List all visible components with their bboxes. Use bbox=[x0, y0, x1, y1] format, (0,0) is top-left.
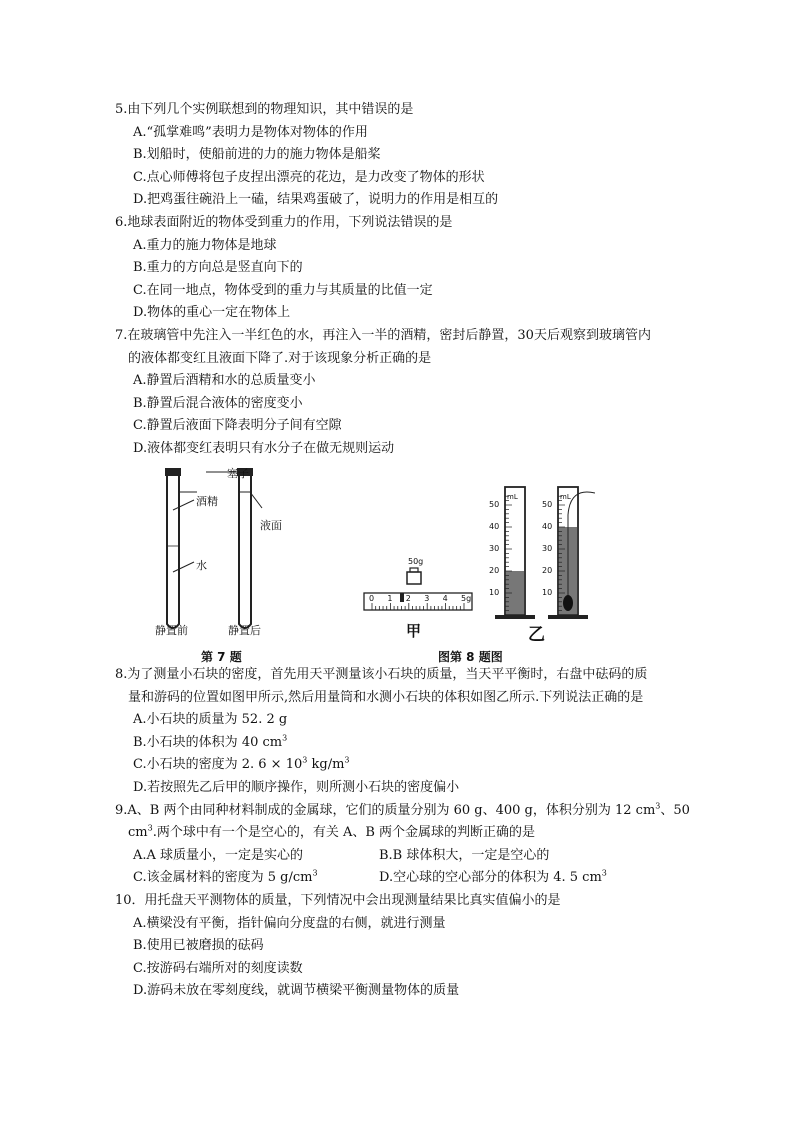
q6-stem: 6.地球表面附近的物体受到重力的作用，下列说法错误的是 bbox=[115, 215, 453, 230]
figure-7-tubes bbox=[150, 462, 290, 642]
q5-option-a: A.“孤掌难鸣”表明力是物体对物体的作用 bbox=[133, 125, 368, 140]
q9-option-b: B.B 球体积大，一定是空心的 bbox=[379, 848, 550, 863]
cylinder-tick-label: 10 bbox=[489, 588, 500, 597]
ruler-tick-label: 5g bbox=[461, 594, 472, 603]
q9-stem-line1: 9.A、B 两个由同种材料制成的金属球，它们的质量分别为 60 g、400 g，体积分别为 12 $cm^3$、50 bbox=[115, 801, 690, 818]
q8-stem-line2: 量和游码的位置如图甲所示,然后用量筒和水测小石块的体积如图乙所示.下列说法正确的是 bbox=[128, 690, 644, 705]
q7-stem-line1: 7.在玻璃管中先注入一半红色的水，再注入一半的酒精，密封后静置，30天后观察到玻璃管内 bbox=[115, 328, 651, 343]
figure-7-caption: 第 7 题 bbox=[201, 650, 242, 664]
ruler-ticks bbox=[372, 603, 464, 610]
cylinder-tick-label: 40 bbox=[489, 522, 500, 531]
q10-option-d: D.游码未放在零刻度线，就调节横梁平衡测量物体的质量 bbox=[133, 983, 460, 998]
weight-label: 50g bbox=[408, 557, 424, 566]
q8-option-d: D.若按照先乙后甲的顺序操作，则所测小石块的密度偏小 bbox=[133, 780, 460, 795]
leader-water bbox=[173, 562, 194, 572]
cylinder-tick-label: 10 bbox=[542, 588, 553, 597]
cylinder-tick-label: 20 bbox=[489, 566, 500, 575]
ruler-tick-label: 0 bbox=[369, 594, 375, 603]
tube-before bbox=[167, 476, 179, 628]
q9-option-d: D.空心球的空心部分的体积为 4. 5 $cm^3$ bbox=[379, 868, 607, 885]
figure-8-caption: 图第 8 题图 bbox=[438, 650, 503, 664]
label-water: 水 bbox=[196, 559, 207, 572]
q5-option-d: D.把鸡蛋往碗沿上一磕，结果鸡蛋破了，说明力的作用是相互的 bbox=[133, 192, 499, 207]
q9-option-a: A.A 球质量小，一定是实心的 bbox=[133, 848, 304, 863]
label-alcohol: 酒精 bbox=[196, 495, 218, 508]
q5-stem: 5.由下列几个实例联想到的物理知识，其中错误的是 bbox=[115, 102, 414, 117]
cylinder-tick-label: 30 bbox=[489, 544, 500, 553]
ruler-tick-label: 2 bbox=[405, 594, 411, 603]
label-after: 静置后 bbox=[228, 624, 261, 637]
cylinder-tick-label: 30 bbox=[542, 544, 553, 553]
ruler-tick-label: 1 bbox=[387, 594, 393, 603]
weight-icon bbox=[407, 572, 421, 584]
stone bbox=[563, 595, 573, 611]
q10-option-a: A.横梁没有平衡，指针偏向分度盘的右侧，就进行测量 bbox=[133, 916, 446, 931]
q8-option-b: B.小石块的体积为 40 $cm^3$ bbox=[133, 733, 288, 750]
water-left bbox=[506, 571, 524, 614]
q8-option-c: C.小石块的密度为 2. $6 \times 10^3$ $kg/m^3$ bbox=[133, 755, 350, 772]
label-stopper: 塞子 bbox=[227, 467, 249, 480]
q6-option-a: A.重力的施力物体是地球 bbox=[133, 238, 277, 253]
ml-right: mL bbox=[560, 493, 571, 501]
slider-ruler bbox=[364, 593, 472, 610]
rider bbox=[400, 593, 404, 602]
q8-stem-line1: 8.为了测量小石块的密度，首先用天平测量该小石块的质量，当天平平衡时，右盘中砝码的质 bbox=[115, 667, 648, 682]
q9-option-c: C.该金属材料的密度为 5 $g/cm^3$ bbox=[133, 868, 318, 885]
q7-stem-line2: 的液体都变红且液面下降了.对于该现象分析正确的是 bbox=[128, 351, 432, 366]
label-jia: 甲 bbox=[406, 622, 422, 640]
tube-after bbox=[239, 476, 251, 628]
q10-option-b: B.使用已被磨损的砝码 bbox=[133, 938, 264, 953]
q7-option-c: C.静置后液面下降表明分子间有空隙 bbox=[133, 418, 342, 433]
ml-left: mL bbox=[507, 493, 518, 501]
q6-option-d: D.物体的重心一定在物体上 bbox=[133, 305, 291, 320]
q5-option-c: C.点心师傅将包子皮捏出漂亮的花边，是力改变了物体的形状 bbox=[133, 170, 485, 185]
cylinder-right-base bbox=[548, 615, 588, 619]
q10-option-c: C.按游码右端所对的刻度读数 bbox=[133, 961, 303, 976]
q8-option-a: A.小石块的质量为 52. 2 g bbox=[133, 712, 288, 727]
figure-8-yi bbox=[485, 475, 595, 625]
cylinder-tick-label: 40 bbox=[542, 522, 553, 531]
stopper-left bbox=[165, 468, 181, 476]
leader-alcohol-2 bbox=[173, 500, 194, 510]
q5-option-b: B.划船时，使船前进的力的施力物体是船桨 bbox=[133, 147, 381, 162]
label-before: 静置前 bbox=[155, 624, 188, 637]
ruler-tick-label: 4 bbox=[442, 594, 448, 603]
cylinder-tick-label: 50 bbox=[489, 500, 500, 509]
q7-option-a: A.静置后酒精和水的总质量变小 bbox=[133, 373, 316, 388]
q10-stem: 10．用托盘天平测物体的质量，下列情况中会出现测量结果比真实值偏小的是 bbox=[115, 893, 561, 908]
cylinder-left-base bbox=[495, 615, 535, 619]
q9-stem-line2: $cm^3$.两个球中有一个是空心的，有关 A、B 两个金属球的判断正确的是 bbox=[128, 823, 536, 840]
cylinder-tick-label: 20 bbox=[542, 566, 553, 575]
label-surface: 液面 bbox=[260, 519, 282, 532]
cylinder-tick-label: 50 bbox=[542, 500, 553, 509]
q7-option-d: D.液体都变红表明只有水分子在做无规则运动 bbox=[133, 441, 395, 456]
q7-option-b: B.静置后混合液体的密度变小 bbox=[133, 396, 303, 411]
ruler-tick-label: 3 bbox=[424, 594, 430, 603]
label-yi: 乙 bbox=[528, 625, 545, 645]
q6-option-c: C.在同一地点，物体受到的重力与其质量的比值一定 bbox=[133, 283, 433, 298]
q6-option-b: B.重力的方向总是竖直向下的 bbox=[133, 260, 303, 275]
